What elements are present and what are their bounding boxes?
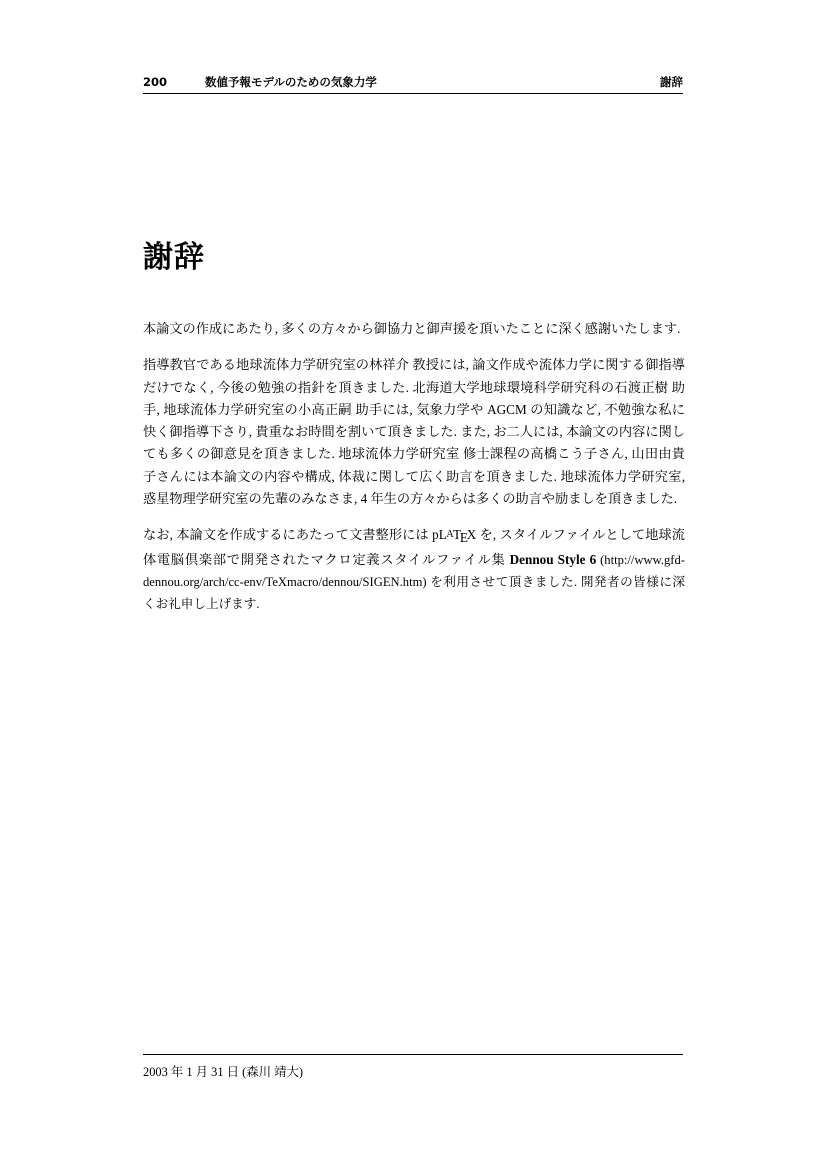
paragraph-acknowledgement-tools bbox=[143, 524, 685, 615]
paragraph-acknowledgement-intro: 本論文の作成にあたり, 多くの方々から御協力と御声援を頂いたことに深く感謝いたします. bbox=[143, 321, 681, 336]
body-text bbox=[143, 318, 685, 630]
paragraph-acknowledgement-people: 指導教官である地球流体力学研究室の林祥介 教授には, 論文作成や流体力学に関する御指導だけでなく, 今後の勉強の指針を頂きました. 北海道大学地球環境科学研究科の石渡正樹 助手, 地球流体力学研究室の小高正嗣 助手には, 気象力学や AGCM の知識など, 不勉強な私に快く御指導下さり, 貴重なお時間を割いて頂きました. また, お二人には, 本論文の内容に関しても多くの御意見を頂きました. 地球流体力学研究室 修士課程の高橋こう子さん, 山田由貴子さんには本論文の内容や構成, 体裁に関して広く助言を頂きました. 地球流体力学研究室, 惑星物理学研究室の先輩のみなさま, 4 年生の方々からは多くの助言や励ましを頂きました. bbox=[143, 357, 685, 507]
footer-date: 2003 年 1 月 31 日 (森川 靖大) bbox=[143, 1065, 304, 1079]
running-head-section: 謝辞 bbox=[660, 75, 683, 89]
tools-text-part2: を, スタイルファイルとして地球流体電脳倶楽部で開発されたマクロ定義スタイルファイル集 bbox=[143, 527, 685, 567]
chapter-title: 謝辞 bbox=[143, 240, 205, 276]
dennou-style-name: Dennou Style 6 bbox=[509, 551, 597, 567]
running-head-title: 数値予報モデルのための気象力学 bbox=[205, 75, 377, 89]
tools-text-part3: (http://www.gfd-dennou.org/arch/cc-env/TeXmacro/dennou/SIGEN.htm) を利用させて頂きました. 開発者の皆様に深くお礼申し上げます. bbox=[143, 552, 685, 612]
running-head bbox=[143, 74, 683, 90]
header-rule bbox=[143, 93, 683, 94]
page-number: 200 bbox=[143, 75, 168, 89]
platex-logo: $pL^ATEX$ bbox=[432, 527, 477, 546]
tools-text-part1: なお, 本論文を作成するにあたって文書整形には bbox=[143, 527, 433, 543]
page-content bbox=[143, 0, 683, 1169]
footer-rule bbox=[143, 1054, 683, 1055]
